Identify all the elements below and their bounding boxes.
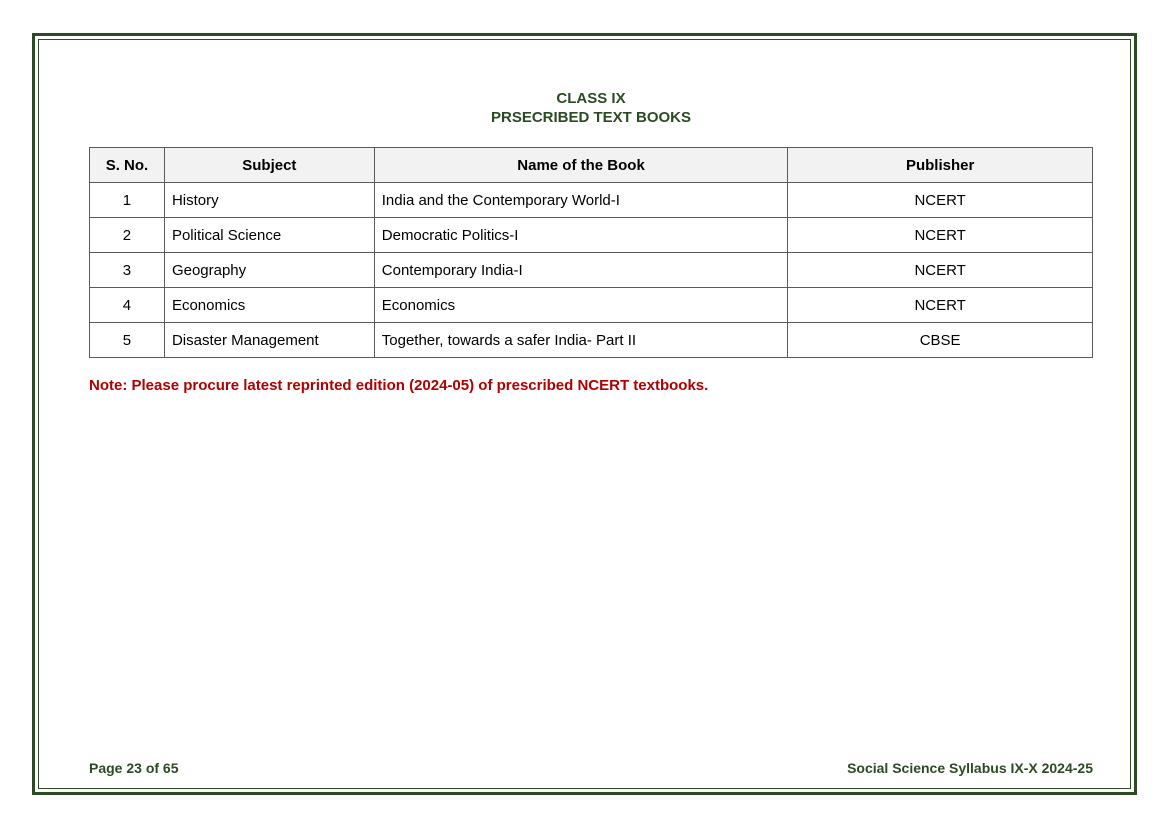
cell-sno: 3 — [90, 253, 165, 288]
cell-book: Economics — [374, 288, 788, 323]
cell-publisher: NCERT — [788, 253, 1093, 288]
table-row — [90, 288, 1093, 323]
header-publisher: Publisher — [788, 148, 1093, 183]
table-header-row — [90, 148, 1093, 183]
table-row — [90, 218, 1093, 253]
table-row — [90, 183, 1093, 218]
header-sno: S. No. — [90, 148, 165, 183]
cell-publisher: NCERT — [788, 288, 1093, 323]
table-row — [90, 253, 1093, 288]
header-book: Name of the Book — [374, 148, 788, 183]
cell-subject: Disaster Management — [164, 323, 374, 358]
header-subject: Subject — [164, 148, 374, 183]
cell-book: India and the Contemporary World-I — [374, 183, 788, 218]
document-title-footer: Social Science Syllabus IX-X 2024-25 — [847, 760, 1093, 776]
table-row — [90, 323, 1093, 358]
page-heading-class: CLASS IX — [556, 90, 626, 107]
cell-sno: 1 — [90, 183, 165, 218]
cell-subject: Economics — [164, 288, 374, 323]
page-number: Page 23 of 65 — [89, 760, 179, 776]
cell-book: Together, towards a safer India- Part II — [374, 323, 788, 358]
cell-publisher: NCERT — [788, 218, 1093, 253]
page-heading-title: PRSECRIBED TEXT BOOKS — [490, 109, 692, 126]
cell-sno: 5 — [90, 323, 165, 358]
cell-publisher: CBSE — [788, 323, 1093, 358]
cell-subject: Political Science — [164, 218, 374, 253]
textbook-note: Note: Please procure latest reprinted edition (2024-05) of prescribed NCERT textbooks. — [89, 377, 709, 394]
cell-sno: 2 — [90, 218, 165, 253]
cell-book: Contemporary India-I — [374, 253, 788, 288]
cell-subject: History — [164, 183, 374, 218]
textbooks-table — [89, 147, 1093, 358]
cell-sno: 4 — [90, 288, 165, 323]
cell-subject: Geography — [164, 253, 374, 288]
cell-publisher: NCERT — [788, 183, 1093, 218]
cell-book: Democratic Politics-I — [374, 218, 788, 253]
